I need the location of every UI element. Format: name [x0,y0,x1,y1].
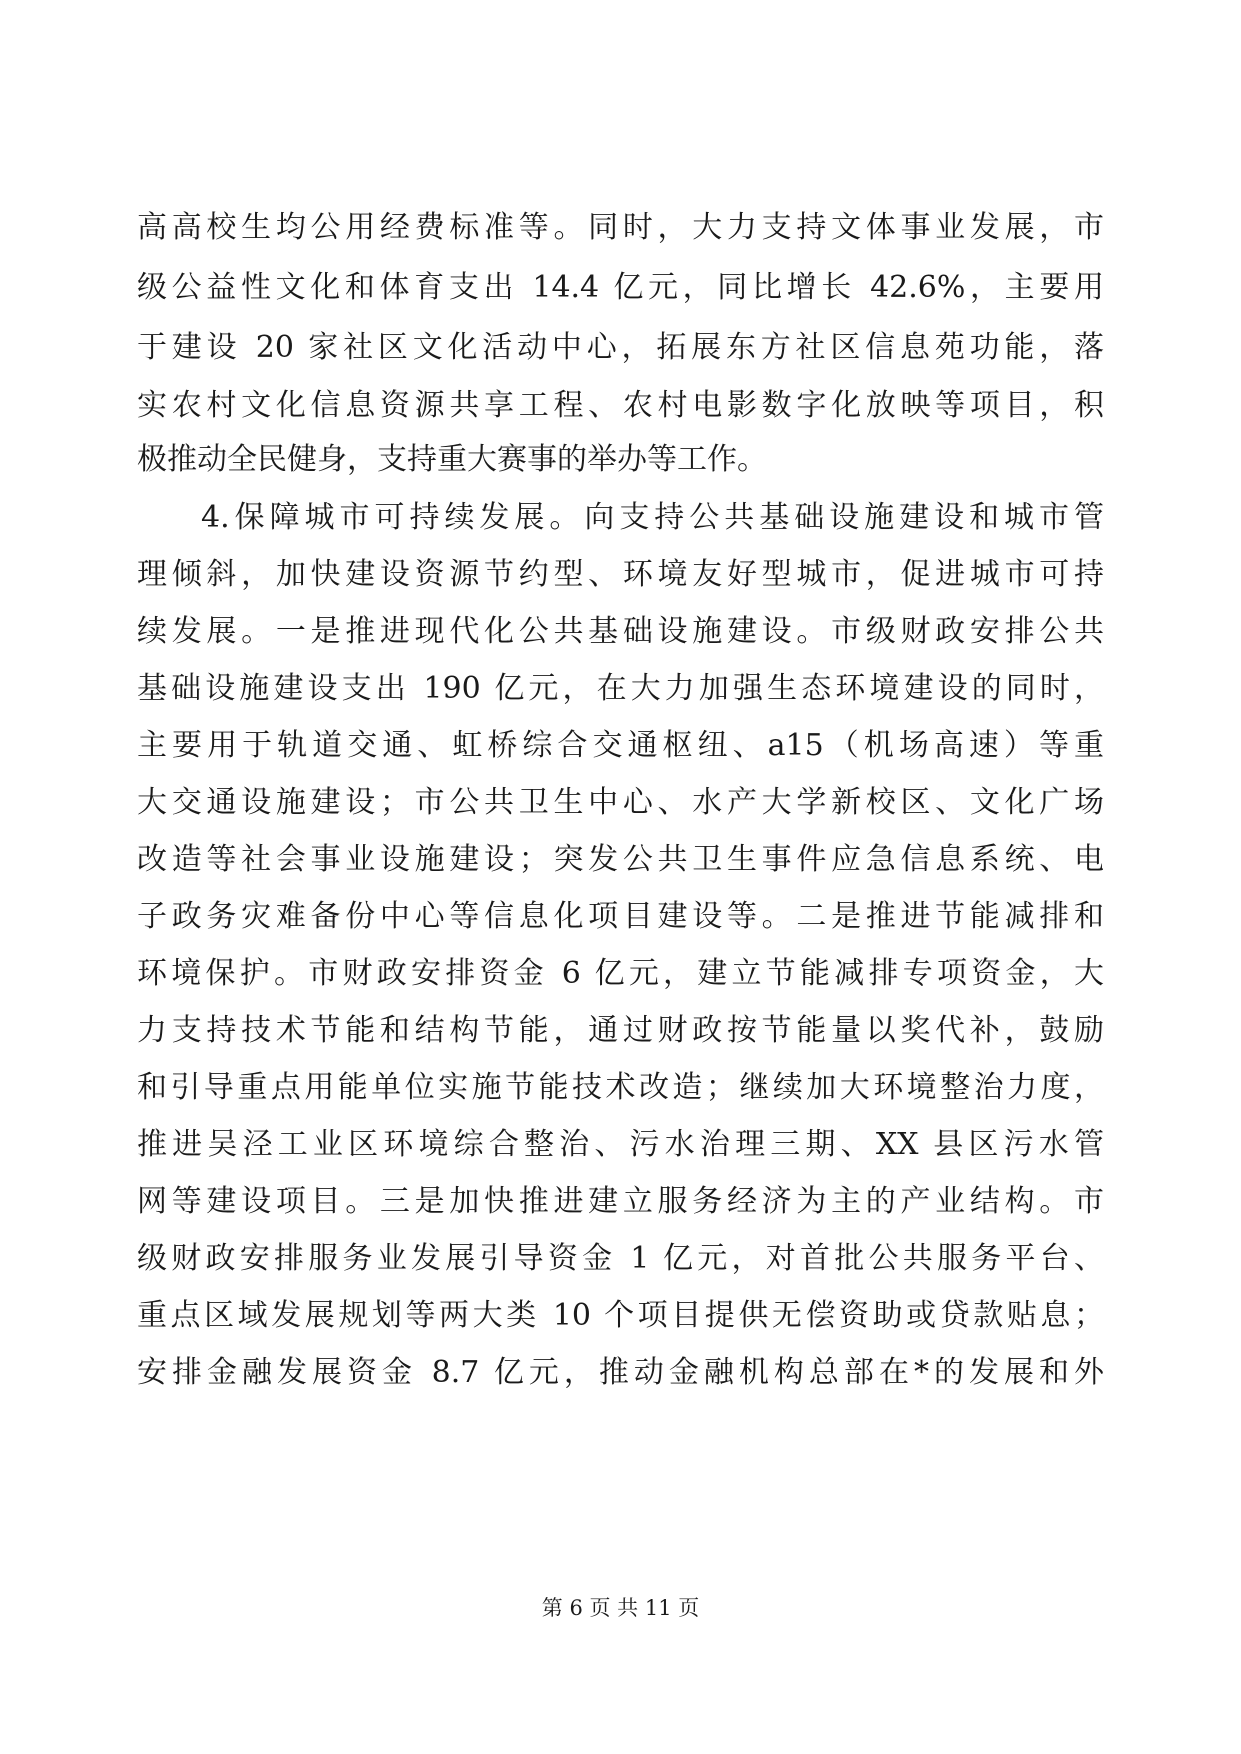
text-line: 环境保护。市财政安排资金 6 亿元，建立节能减排专项资金，大 [137,956,1104,991]
text-line: 续发展。一是推进现代化公共基础设施建设。市级财政安排公共 [137,614,1104,649]
text-line: 大交通设施建设；市公共卫生中心、水产大学新校区、文化广场 [137,785,1104,820]
text-line: 实农村文化信息资源共享工程、农村电影数字化放映等项目，积 [137,388,1104,423]
text-line: 高高校生均公用经费标准等。同时，大力支持文体事业发展，市 [137,210,1104,245]
text-line: 子政务灾难备份中心等信息化项目建设等。二是推进节能减排和 [137,899,1104,934]
text-line: 级公益性文化和体育支出 14.4 亿元，同比增长 42.6%，主要用 [137,270,1104,305]
text-line: 主要用于轨道交通、虹桥综合交通枢纽、a15（机场高速）等重 [137,728,1104,763]
text-line: 安排金融发展资金 8.7 亿元，推动金融机构总部在*的发展和外 [137,1355,1104,1390]
text-line: 推进吴泾工业区环境综合整治、污水治理三期、XX 县区污水管 [137,1127,1104,1162]
text-line: 重点区域发展规划等两大类 10 个项目提供无偿资助或贷款贴息； [137,1298,1104,1333]
text-line: 基础设施建设支出 190 亿元，在大力加强生态环境建设的同时， [137,671,1104,706]
text-line: 网等建设项目。三是加快推进建立服务经济为主的产业结构。市 [137,1184,1104,1219]
text-line: 力支持技术节能和结构节能，通过财政按节能量以奖代补，鼓励 [137,1013,1104,1048]
text-line: 极推动全民健身，支持重大赛事的举办等工作。 [137,442,767,477]
paragraph-start-line: 4.保障城市可持续发展。向支持公共基础设施建设和城市管 [201,500,1104,535]
text-line: 理倾斜，加快建设资源节约型、环境友好型城市，促进城市可持 [137,557,1104,592]
text-line: 于建设 20 家社区文化活动中心，拓展东方社区信息苑功能，落 [137,330,1104,365]
page-number-footer: 第 6 页 共 11 页 [541,1596,700,1620]
text-line: 和引导重点用能单位实施节能技术改造；继续加大环境整治力度， [137,1070,1104,1105]
text-line: 级财政安排服务业发展引导资金 1 亿元，对首批公共服务平台、 [137,1241,1104,1276]
text-line: 改造等社会事业设施建设；突发公共卫生事件应急信息系统、电 [137,842,1104,877]
